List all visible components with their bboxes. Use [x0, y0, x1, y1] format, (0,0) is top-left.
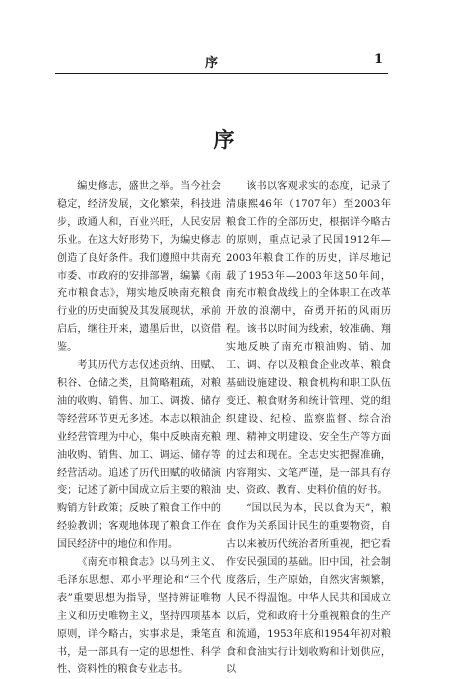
right-column: [226, 178, 391, 679]
running-title: 序: [205, 56, 219, 71]
running-header: [0, 48, 450, 71]
paragraph: 考其历代方志仅述贡纳、田赋、积谷、仓储之类，且简略粗疏，对粮油的收购、销售、加工、调拨、储存等经营环节更无多述。本志以粮油企业经营管理为中心，集中反映南充粮油收购、销售、加工、调运、储存等经营活动。追述了历代田赋的收储演变；记述了新中国成立后主要的粮油购销方针政策；反映了粮食工作中的经验教训；客观地体现了粮食工作在国民经济中的地位和作用。: [57, 360, 221, 551]
page-number: 1: [373, 52, 383, 67]
paragraph: “国以民为本，民以食为天”，粮食作为关系国计民生的重要物资，自古以来被历代统治者所重视，把它看作安民强国的基础。旧中国，社会制度落后，生产原始，自然灾害频繁，人民不得温饱。中华人民共和国成立以后，党和政府十分重视粮食的生产和流通，1953年底和1954年初对粮食和食油实行计划收购和计划供应，以: [226, 503, 391, 676]
paragraph: 该书以客观求实的态度，记录了清康熙46年（1707年）至2003年粮食工作的全部历史，根据详今略古的原则，重点记录了民国1912年—2003年粮食工作的历史，详尽地记载了1953年—2003年这50年间，南充市粮食战线上的全体职工在改革开放的浪潮中，奋勇开拓的风雨历程。该书以时间为线索，较准确、翔实地反映了南充市粮油购、销、加工、调、存以及粮食企业改革、粮食基础设施建设、粮食机构和职工队伍变迁、粮食财务和统计管理、党的组织建设、纪检、监察监督、综合治理、精神文明建设、安全生产等方面的过去和现在。全志史实把握准确，内容翔实、文笔严谨，是一部具有存史、资政、教育、史料价值的好书。: [226, 181, 391, 497]
header-rule: [55, 73, 388, 74]
paragraph: 《南充市粮食志》以马列主义、毛泽东思想、邓小平理论和“三个代表”重要思想为指导，坚持辨证唯物主义和历史唯物主义，坚持四项基本原则，详今略古，实事求是，秉笔直书，是一部具有一定的思想性、科学性、资料性的粮食专业志书。: [57, 557, 221, 676]
paragraph: 编史修志，盛世之举。当今社会稳定，经济发展，文化繁荣，科技进步，政通人和，百业兴旺，人民安居乐业。在这大好形势下，为编史修志创造了良好条件。我们遵照中共南充市委、市政府的安排部署，编纂《南充市粮食志》，翔实地反映南充粮食行业的历史面貌及其发展现状，承前启后，继往开来，遗墨后世，以资借鉴。: [57, 181, 221, 354]
chapter-title: 序: [213, 127, 237, 152]
left-column: [57, 178, 221, 679]
